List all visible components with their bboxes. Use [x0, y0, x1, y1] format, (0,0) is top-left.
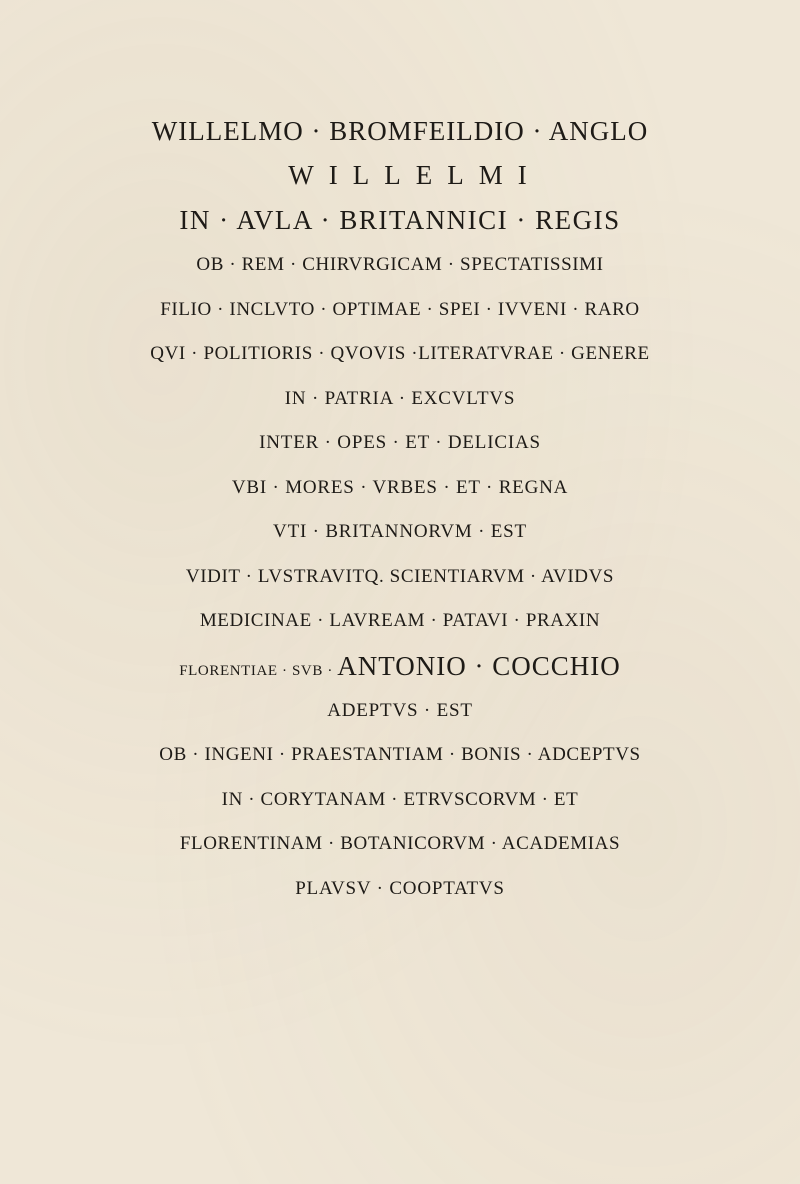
- inscription-line-17: FLORENTINAM · BOTANICORVM · ACADEMIAS: [179, 833, 621, 854]
- inscription-line-15: OB · INGENI · PRAESTANTIAM · BONIS · ADCEPTVS: [159, 744, 641, 765]
- inscription-line-4: OB · REM · CHIRVRGICAM · SPECTATISSIMI: [196, 254, 604, 275]
- inscription-line-5: FILIO · INCLVTO · OPTIMAE · SPEI · IVVENI · RARO: [160, 299, 640, 320]
- inscription-line-10: VTI · BRITANNORVM · EST: [273, 521, 527, 542]
- inscription-line-2: WILLELMI: [288, 160, 542, 190]
- inscription-line-13: [0, 653, 800, 680]
- inscription-line-9: VBI · MORES · VRBES · ET · REGNA: [231, 477, 569, 498]
- inscription-line-13-large: ANTONIO · COCCHIO: [337, 651, 621, 681]
- inscription-line-8: INTER · OPES · ET · DELICIAS: [259, 432, 541, 453]
- inscription-line-11: VIDIT · LVSTRAVITQ. SCIENTIARVM · AVIDVS: [185, 566, 615, 587]
- inscription-line-3: IN · AVLA · BRITANNICI · REGIS: [179, 205, 621, 235]
- inscription-line-12: MEDICINAE · LAVREAM · PATAVI · PRAXIN: [199, 610, 601, 631]
- inscription-line-16: IN · CORYTANAM · ETRVSCORVM · ET: [221, 789, 579, 810]
- inscription-line-18: PLAVSV · COOPTATVS: [295, 878, 505, 899]
- inscription-line-14: ADEPTVS · EST: [327, 700, 473, 721]
- inscription-line-6: QVI · POLITIORIS · QVOVIS ·LITERATVRAE · GENERE: [150, 343, 650, 364]
- inscription-line-13-small: FLORENTIAE · SVB ·: [179, 663, 333, 679]
- inscription-line-7: IN · PATRIA · EXCVLTVS: [284, 388, 516, 409]
- inscription-line-1: WILLELMO · BROMFEILDIO · ANGLO: [151, 116, 649, 146]
